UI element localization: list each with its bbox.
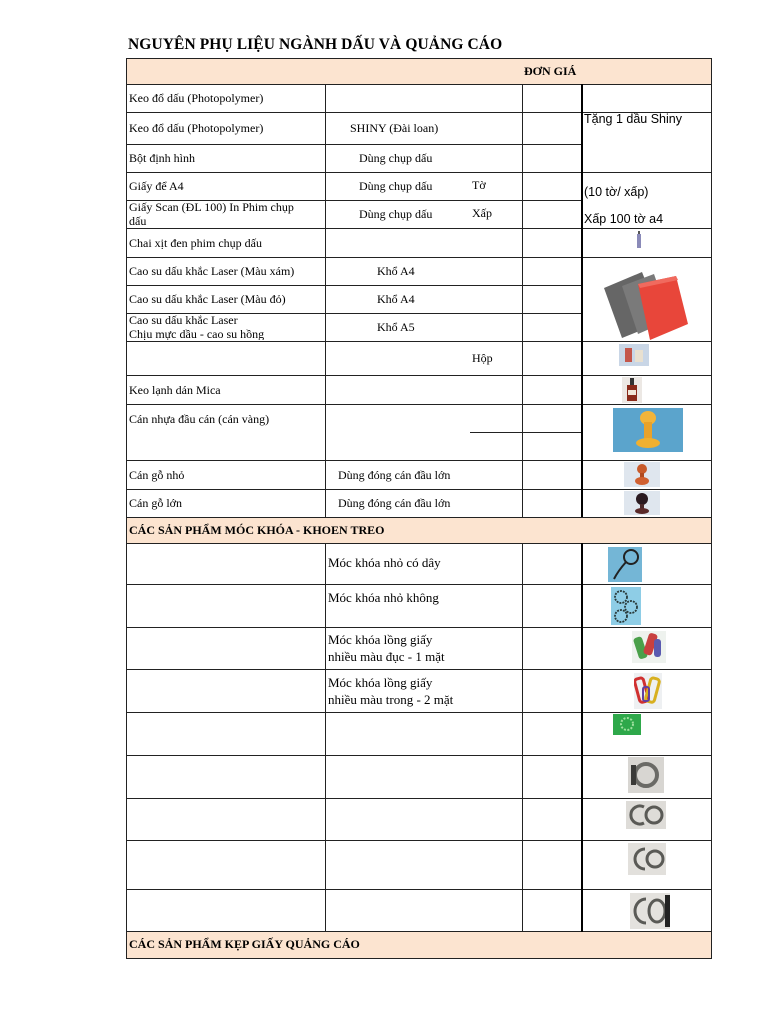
- row-spec: Dùng chụp dấu: [359, 151, 433, 165]
- paper-keychain-clear-icon: [634, 673, 662, 709]
- page-title: NGUYÊN PHỤ LIỆU NGÀNH DẤU VÀ QUẢNG CÁO: [128, 36, 503, 53]
- row-name: Bột định hình: [129, 151, 196, 165]
- row-spec: Dùng chụp dấu: [359, 207, 433, 221]
- row-name: Cán gỗ nhỏ: [129, 468, 185, 482]
- row-note: Tặng 1 dầu Shiny: [584, 112, 682, 126]
- row-name: Cao su dấu khắc Laser (Màu xám): [129, 264, 295, 278]
- price-header: ĐƠN GIÁ: [524, 64, 577, 78]
- yellow-handle-icon: [613, 408, 683, 452]
- row-name: Giấy Scan (ĐL 100) In Phim chụp: [129, 200, 294, 214]
- keychain-label: Móc khóa lồng giấy: [328, 675, 433, 690]
- row-name: Cán nhựa đầu cán (cán vàng): [129, 412, 270, 426]
- row-name: Keo đổ dấu (Photopolymer): [129, 91, 264, 105]
- large-wood-handle-icon: [624, 491, 660, 515]
- row-spec: Khổ A5: [377, 320, 415, 334]
- d-ring-icon: [628, 757, 664, 793]
- keychain-label-line2: nhiều màu đục - 1 mặt: [328, 649, 445, 664]
- row-name: Cao su dấu khắc Laser: [129, 313, 238, 327]
- row-name: Cán gỗ lớn: [129, 496, 183, 510]
- paper-keychain-opaque-icon: [632, 631, 666, 663]
- section-title-keychains: CÁC SẢN PHẨM MÓC KHÓA - KHOEN TREO: [129, 523, 385, 537]
- row-spec: Khổ A4: [377, 292, 415, 306]
- row-note: Xấp 100 tờ a4: [584, 212, 664, 226]
- section-title-paperclips: CÁC SẢN PHẨM KẸP GIẤY QUẢNG CÁO: [129, 937, 360, 951]
- rubber-sheets-icon: [602, 270, 690, 342]
- row-spec: SHINY (Đài loan): [350, 121, 439, 135]
- row-name: Giấy để A4: [129, 179, 184, 193]
- c-ring-icon: [630, 893, 670, 929]
- row-unit: Tờ: [472, 178, 486, 192]
- green-ring-icon: [613, 714, 641, 735]
- keychain-label-line2: nhiều màu trong - 2 mặt: [328, 692, 454, 707]
- keychain-cord-icon: [608, 547, 642, 582]
- row-note: (10 tờ/ xấp): [584, 185, 649, 199]
- row-name: Keo lạnh dán Mica: [129, 383, 221, 397]
- row-name: Chai xịt đen phim chụp dấu: [129, 236, 262, 250]
- row-spec: Dùng chụp dấu: [359, 179, 433, 193]
- c-ring-icon: [626, 801, 666, 829]
- glue-bottle-icon: [622, 377, 642, 403]
- row-name-line2: Chịu mực dầu - cao su hồng: [129, 328, 265, 340]
- row-spec: Dùng đóng cán đầu lớn: [338, 496, 451, 510]
- row-unit: Xấp: [472, 206, 492, 220]
- keyring-icon: [611, 587, 641, 625]
- row-name-line2: dấu: [129, 214, 147, 228]
- keychain-label: Móc khóa nhỏ có dây: [328, 555, 441, 570]
- row-spec: Khổ A4: [377, 264, 415, 278]
- row-name: Keo đổ dấu (Photopolymer): [129, 121, 264, 135]
- spray-bottle-icon: [636, 231, 642, 249]
- keychain-label: Móc khóa nhỏ không: [328, 590, 439, 605]
- header-band: [127, 59, 711, 84]
- c-ring-icon: [628, 843, 666, 875]
- row-unit: Hộp: [472, 351, 493, 365]
- small-wood-handle-icon: [624, 462, 660, 487]
- row-spec: Dùng đóng cán đầu lớn: [338, 468, 451, 482]
- keychain-label: Móc khóa lồng giấy: [328, 632, 433, 647]
- row-name: Cao su dấu khắc Laser (Màu đỏ): [129, 292, 286, 306]
- ink-box-icon: [619, 344, 649, 366]
